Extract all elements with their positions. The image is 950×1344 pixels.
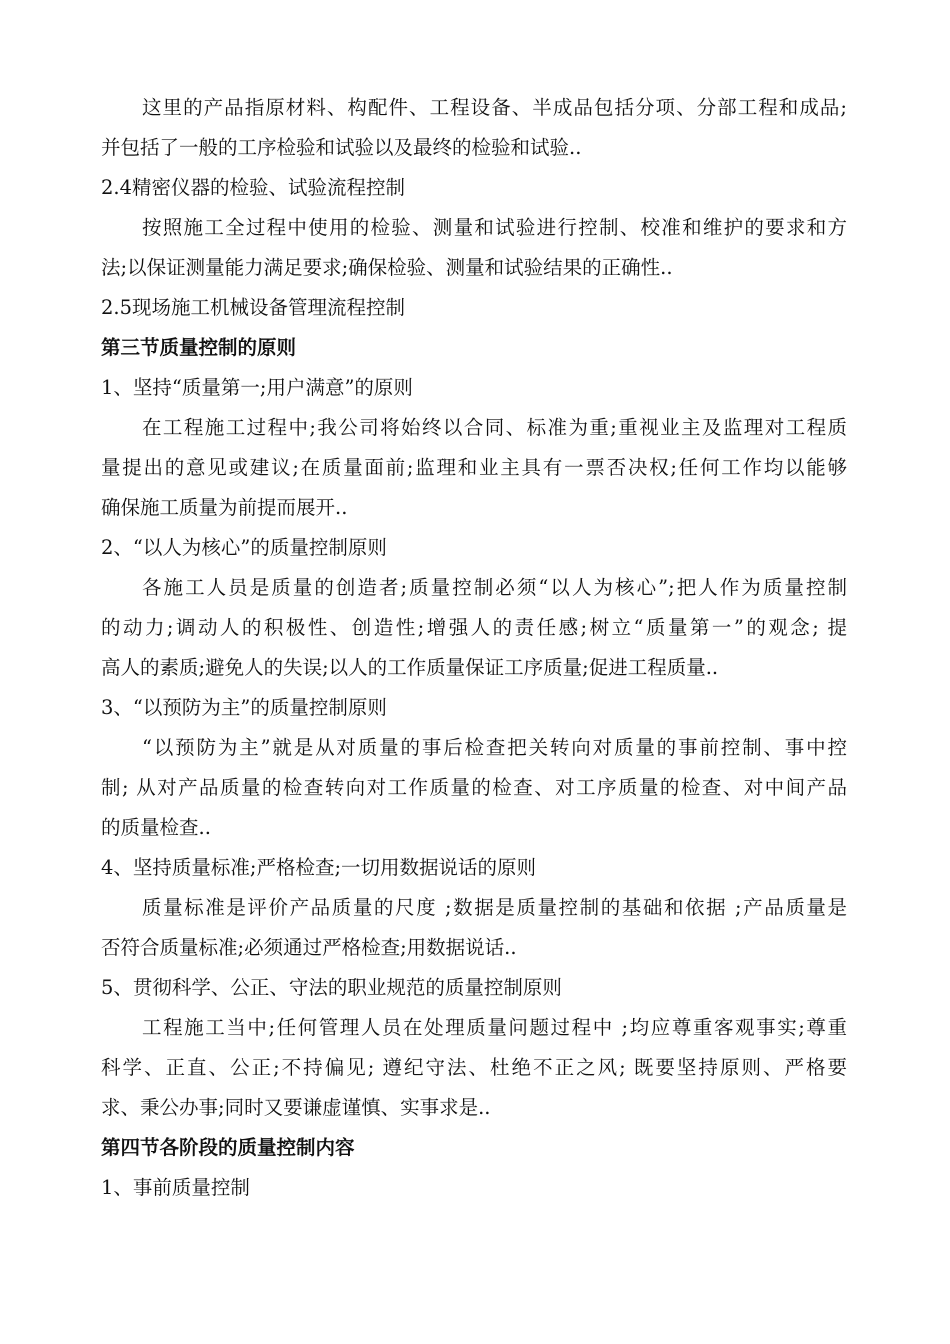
paragraph-line: 否符合质量标准;必须通过严格检查;用数据说话.. <box>101 936 517 959</box>
paragraph-line: 的质量检查.. <box>101 816 211 839</box>
paragraph-line: 高人的素质;避免人的失误;以人的工作质量保证工序质量;促进工程质量.. <box>101 656 719 679</box>
paragraph-line: 的动力;调动人的积极性、创造性;增强人的责任感;树立“质量第一”的观念; 提 <box>101 616 847 639</box>
paragraph-line: 按照施工全过程中使用的检验、测量和试验进行控制、校准和维护的要求和方 <box>142 216 847 239</box>
paragraph-line: “以预防为主”就是从对质量的事后检查把关转向对质量的事前控制、事中控 <box>142 736 847 759</box>
paragraph-line: 在工程施工过程中;我公司将始终以合同、标准为重;重视业主及监理对工程质 <box>142 416 847 439</box>
paragraph-line: 求、秉公办事;同时又要谦虚谨慎、实事求是.. <box>101 1096 491 1119</box>
principle-heading: 1、事前质量控制 <box>101 1176 250 1199</box>
paragraph-line: 制; 从对产品质量的检查转向对工作质量的检查、对工序质量的检查、对中间产品 <box>101 776 847 799</box>
section-heading: 第四节各阶段的质量控制内容 <box>101 1136 355 1159</box>
principle-heading: 4、坚持质量标准;严格检查;一切用数据说话的原则 <box>101 856 537 879</box>
paragraph-line: 工程施工当中;任何管理人员在处理质量问题过程中 ;均应尊重客观事实;尊重 <box>142 1016 847 1039</box>
paragraph-line: 量提出的意见或建议;在质量面前;监理和业主具有一票否决权;任何工作均以能够 <box>101 456 847 479</box>
paragraph-line: 法;以保证测量能力满足要求;确保检验、测量和试验结果的正确性.. <box>101 256 673 279</box>
paragraph-line: 科学、正直、公正;不持偏见; 遵纪守法、杜绝不正之风; 既要坚持原则、严格要 <box>101 1056 847 1079</box>
subsection-heading: 2.4精密仪器的检验、试验流程控制 <box>101 176 406 199</box>
principle-heading: 3、“以预防为主”的质量控制原则 <box>101 696 387 719</box>
principle-heading: 5、贯彻科学、公正、守法的职业规范的质量控制原则 <box>101 976 562 999</box>
paragraph-line: 这里的产品指原材料、构配件、工程设备、半成品包括分项、分部工程和成品; <box>142 96 847 119</box>
paragraph-line: 确保施工质量为前提而展开.. <box>101 496 348 519</box>
principle-heading: 1、坚持“质量第一;用户满意”的原则 <box>101 376 413 399</box>
paragraph-line: 质量标准是评价产品质量的尺度 ;数据是质量控制的基础和依据 ;产品质量是 <box>142 896 847 919</box>
principle-heading: 2、“以人为核心”的质量控制原则 <box>101 536 387 559</box>
subsection-heading: 2.5现场施工机械设备管理流程控制 <box>101 296 406 319</box>
paragraph-line: 各施工人员是质量的创造者;质量控制必须“以人为核心”;把人作为质量控制 <box>142 576 847 599</box>
section-heading: 第三节质量控制的原则 <box>101 336 297 359</box>
paragraph-line: 并包括了一般的工序检验和试验以及最终的检验和试验.. <box>101 136 582 159</box>
document-page <box>101 88 847 1208</box>
